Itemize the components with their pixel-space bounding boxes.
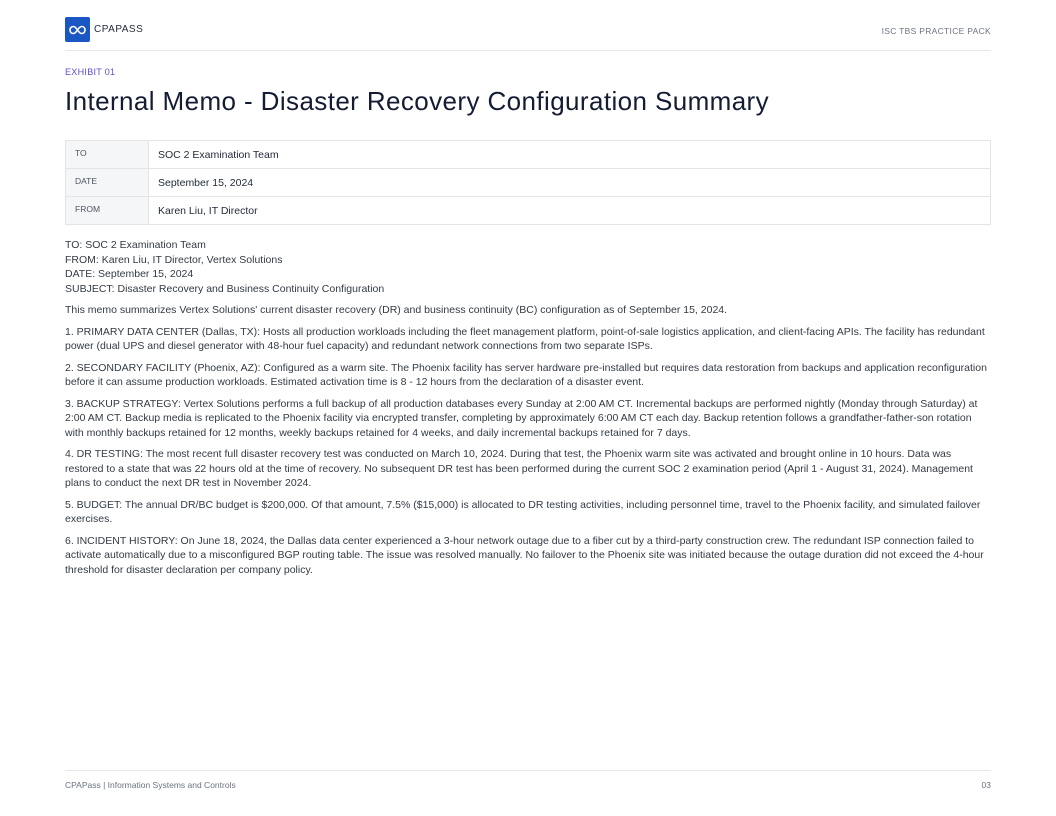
pack-label: ISC TBS PRACTICE PACK bbox=[881, 26, 991, 36]
infinity-icon bbox=[65, 17, 90, 42]
memo-paragraph-secondary-facility: 2. SECONDARY FACILITY (Phoenix, AZ): Configured as a warm site. The Phoenix facility has server hardware pre-installed but requires data restoration from backups and application reconfiguration before it can assume production workloads. Estimated activation time is 8 - 12 hours from the declaration of a disaster event. bbox=[65, 361, 987, 388]
meta-key: DATE bbox=[66, 169, 149, 197]
page-title: Internal Memo - Disaster Recovery Configuration Summary bbox=[65, 86, 770, 116]
logo-text: CPAPASS bbox=[94, 24, 144, 35]
exhibit-label: EXHIBIT 01 bbox=[65, 67, 116, 77]
logo bbox=[65, 17, 143, 42]
memo-paragraph-incident-history: 6. INCIDENT HISTORY: On June 18, 2024, the Dallas data center experienced a 3-hour network outage due to a fiber cut by a third-party construction crew. The redundant ISP connection failed to activate automatically due to a misconfigured BGP routing table. The issue was resolved manually. No failover to the Phoenix site was initiated because the outage duration did not exceed the 4-hour threshold for disaster declaration per company policy. bbox=[65, 534, 984, 576]
memo-to-line: TO: SOC 2 Examination Team bbox=[65, 239, 206, 251]
memo-paragraph-dr-testing: 4. DR TESTING: The most recent full disaster recovery test was conducted on March 10, 2024. During that test, the Phoenix warm site was activated and brought online in 10 hours. Data was restored to a state that was 22 hours old at the time of recovery. No subsequent DR test has been performed during the current SOC 2 examination period (April 1 - August 31, 2024). Management plans to conduct the next DR test in November 2024. bbox=[65, 448, 973, 489]
table-row bbox=[66, 141, 991, 169]
footer-divider bbox=[65, 770, 991, 771]
meta-key: FROM bbox=[66, 197, 149, 225]
meta-value: SOC 2 Examination Team bbox=[149, 141, 991, 169]
page-number: 03 bbox=[981, 780, 991, 790]
memo-from-line: FROM: Karen Liu, IT Director, Vertex Solutions bbox=[65, 253, 283, 266]
memo-date-line: DATE: September 15, 2024 bbox=[65, 268, 194, 280]
memo-header-block bbox=[65, 238, 991, 296]
memo-paragraph-primary-data-center: 1. PRIMARY DATA CENTER (Dallas, TX): Hosts all production workloads including the fleet management platform, point-of-sale logistics application, and client-facing APIs. The facility has redundant power (dual UPS and diesel generator with 48-hour fuel capacity) and redundant network connections from two separate ISPs. bbox=[65, 325, 985, 352]
meta-key: TO bbox=[66, 141, 149, 169]
meta-value: Karen Liu, IT Director bbox=[149, 197, 991, 225]
page bbox=[65, 0, 991, 816]
page-header bbox=[65, 17, 991, 43]
memo-paragraph-intro: This memo summarizes Vertex Solutions' current disaster recovery (DR) and business continuity (BC) configuration as of September 15, 2024. bbox=[65, 304, 728, 316]
memo-paragraph-backup-strategy: 3. BACKUP STRATEGY: Vertex Solutions performs a full backup of all production databases every Sunday at 2:00 AM CT. Incremental backups are performed nightly (Monday through Saturday) at 2:00 AM CT. Backup media is replicated to the Phoenix facility via encrypted transfer, completing by approximately 6:00 AM CT each day. Backup retention follows a grandfather-father-son rotation with monthly backups retained for 12 months, weekly backups retained for 4 weeks, and daily incremental backups retained for 7 days. bbox=[65, 397, 978, 439]
table-row bbox=[66, 197, 991, 225]
footer-text: CPAPass | Information Systems and Controls bbox=[65, 780, 236, 790]
memo-subject-line: SUBJECT: Disaster Recovery and Business Continuity Configuration bbox=[65, 282, 385, 295]
header-divider bbox=[65, 50, 991, 51]
meta-value: September 15, 2024 bbox=[149, 169, 991, 197]
memo-paragraph-budget: 5. BUDGET: The annual DR/BC budget is $200,000. Of that amount, 7.5% ($15,000) is allocated to DR testing activities, including personnel time, travel to the Phoenix facility, and simulated failover exercises. bbox=[65, 498, 981, 525]
memo-meta-table bbox=[65, 140, 991, 225]
memo-body bbox=[65, 238, 991, 584]
table-row bbox=[66, 169, 991, 197]
